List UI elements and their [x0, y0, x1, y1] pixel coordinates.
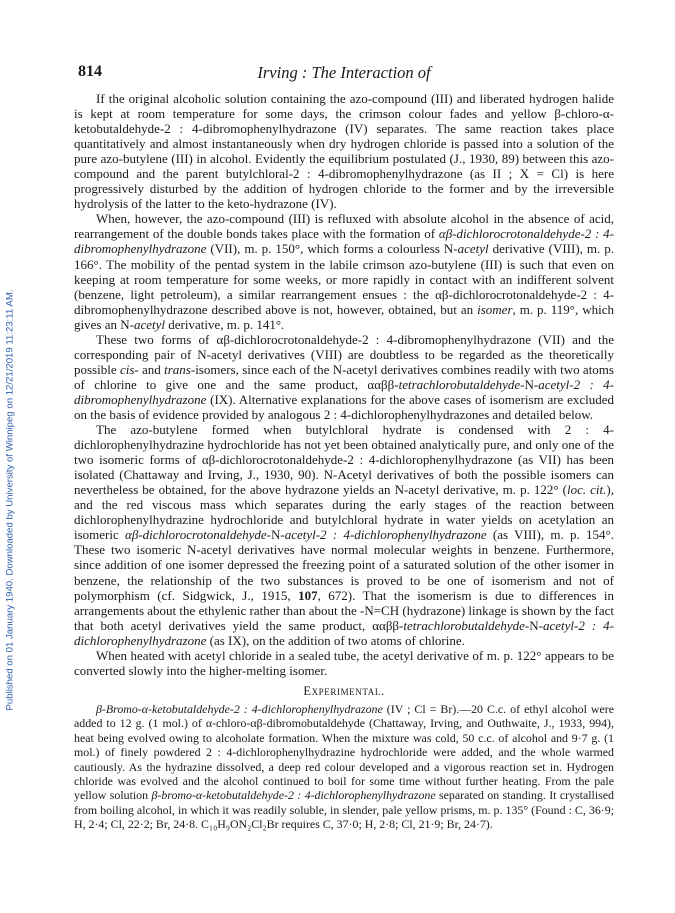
text-run: derivative (VIII), m. p. 166°. The mobility of the pentad system in the labile crimson azo-butylene (III) is such that even on keeping at room temperature for some weeks, or more rapidly in contact with an indifferent solvent (benzene, light petroleum), a similar rearrangement ensues : the αβ-dichlorocrotonaldehyde-2 : 4-dibromophenylhydrazone described above is not, however, obtained, but an	[74, 241, 615, 317]
text-run: N-	[270, 527, 285, 543]
section-heading-experimental: Experimental.	[303, 683, 385, 698]
text-run: , 672). That the isomerism is due to differences in arrangements about the ethylenic rather than about the -N=CH (hydrazone) linkage is shown by the fact that both acetyl derivatives yield the same product, ααββ-	[74, 587, 614, 633]
text-run: (IX). Alternative explanations for the above cases of isomerism are excluded on the basis of evidence provided by analogous 2 : 4-dichlorophenylhydrazones and detailed below.	[74, 391, 614, 422]
compound-name: tetrachlorobutaldehyde-	[398, 376, 525, 392]
text-run: derivative, m. p. 141°.	[164, 316, 285, 332]
experimental-section	[74, 702, 614, 832]
page-number: 814	[78, 63, 102, 80]
paragraph-5: When heated with acetyl chloride in a sealed tube, the acetyl derivative of m. p. 122° appears to be converted slowly into the higher-melting isomer.	[74, 647, 614, 678]
volume-number: 107	[298, 587, 318, 603]
running-title: Irving : The Interaction of	[257, 63, 431, 82]
citation-italic: loc. cit.	[566, 482, 607, 498]
paragraph-2	[74, 211, 614, 331]
text-run: (as IX), on the addition of two atoms of chlorine.	[206, 632, 465, 648]
text-run: (VII), m. p. 150°, which forms a colourless N-	[206, 241, 458, 257]
text-run: (IV ; Cl = Br).—20 C.c. of ethyl alcohol were added to 12 g. (1 mol.) of α-chloro-αβ-dibromobutaldehyde (Chattaway, Irving, and Outhwaite, J., 1933, 994), heat being evolved owing to alcoholate formation. When the mixture was cold, 50 c.c. of alcohol and 9·7 g. (1 mol.) of finely powdered 2 : 4-dichlorophenylhydrazine hydrochloride were added, and the whole warmed cautiously. As the hydrazine dissolved, a deep red colour developed and a vigorous reaction set in. Hydrogen chloride was evolved and the alcohol continued to boil for some time without further heating. From the pale yellow solution	[74, 701, 614, 803]
text-run: The azo-butylene formed when butylchloral hydrate is condensed with 2 : 4-dichlorophenylhydrazine hydrochloride has not yet been obtained analytically pure, and only one of the two isomeric forms of αβ-dichlorocrotonaldehyde-2 : 4-dichlorophenylhydrazone (as VII) has been isolated (Chattaway and Irving, J., 1930, 90). N-Acetyl derivatives of both the possible isomers can nevertheless be obtained, for the above hydrazone yields an N-acetyl derivative, m. p. 122° (	[74, 422, 614, 498]
paragraph-1: If the original alcoholic solution containing the azo-compound (III) and liberated hydrogen halide is kept at room temperature for some days, the crimson colour fades and yellow β-chloro-α-ketobutaldehyde-2 : 4-dibromophenylhydrazone (IV) separates. The same reaction takes place quantitatively and almost instantaneously when dry hydrogen chloride is passed into a solution of the pure azo-butylene (III) in alcohol. Evidently the equilibrium postulated (J., 1930, 89) between this azo-compound and the parent butylchloral-2 : 4-dibromophenylhydrazone (as II ; X = Cl) is here progressively disturbed by the addition of hydrogen chloride to the former and by the irreversible hydrolysis of the latter to the keto-hydrazone (IV).	[74, 91, 614, 212]
text-run: -isomers, since each of the N-acetyl derivatives combines readily with two atoms of chlorine to give one and the same product, ααββ-	[74, 361, 614, 392]
italic-term: trans	[164, 361, 191, 377]
italic-term: cis-	[119, 361, 139, 377]
download-watermark	[2, 130, 18, 870]
compound-name: tetrachlorobutaldehyde-	[403, 617, 530, 633]
italic-term: acetyl	[457, 241, 489, 257]
text-run: When, however, the azo-compound (III) is refluxed with absolute alcohol in the absence of acid, rearrangement of the double bonds takes place with the formation of	[74, 211, 614, 242]
text-run: , m. p. 119°, which gives an N-	[74, 301, 614, 332]
download-watermark-text: Published on 01 January 1940. Downloaded by University of Winnipeg on 12/21/2019 11:23:11 AM.	[4, 289, 16, 711]
paragraph-3	[74, 332, 614, 422]
compound-name: β-Bromo-α-ketobutaldehyde-2 : 4-dichlorophenylhydrazone	[96, 701, 383, 716]
text-run: These two forms of αβ-dichlorocrotonaldehyde-2 : 4-dibromophenylhydrazone (VII) and the corresponding pair of N-acetyl derivatives (VIII) are doubtless to be regarded as the theoretically possible	[74, 331, 614, 377]
paragraph-4	[74, 422, 614, 648]
experimental-paragraph	[74, 702, 614, 832]
compound-name: acetyl-2 : 4-dichlorophenylhydrazone	[74, 617, 614, 648]
text-run: ), and the red viscous mass which separates during the early stages of the reaction between dichlorophenylhydrazine hydrochloride and butylchloral hydrate in water yields on acetylation an isomeric	[74, 482, 614, 543]
compound-name: acetyl-2 : 4-dibromophenylhydrazone	[74, 376, 614, 407]
compound-name: acetyl-2 : 4-dichlorophenylhydrazone	[284, 527, 487, 543]
compound-name: αβ-dichlorocrotonaldehyde-2 : 4-dibromophenylhydrazone	[74, 226, 614, 257]
text-run: and	[138, 361, 165, 377]
italic-term: isomer	[477, 301, 513, 317]
text-run: (as VIII), m. p. 154°. These two isomeric N-acetyl derivatives have normal molecular weights in benzene. Furthermore, since addition of one isomer depressed the freezing point of a saturated solution of the other isomer in benzene, the relationship of the two substances is proved to be one of isomerism and not of polymorphism (cf. Sidgwick, J., 1915,	[74, 527, 614, 603]
compound-name: β-bromo-α-ketobutaldehyde-2 : 4-dichlorophenylhydrazone	[151, 788, 436, 803]
article-body	[74, 91, 614, 832]
text-run: N-	[524, 376, 539, 392]
text-run: separated on standing. It crystallised from boiling alcohol, in which it was readily soluble, in slender, pale yellow prisms, m. p. 135° (Found : C, 36·9; H, 2·4; Cl, 22·2; Br, 24·8. C₁₀H₉ON₂Cl₂Br requires C, 37·0; H, 2·8; Cl, 21·9; Br, 24·7).	[74, 788, 614, 832]
italic-term: acetyl	[133, 316, 165, 332]
compound-name: αβ-dichlorocrotonaldehyde-	[125, 527, 271, 543]
text-run: N-	[529, 617, 543, 633]
page-header	[74, 63, 614, 87]
